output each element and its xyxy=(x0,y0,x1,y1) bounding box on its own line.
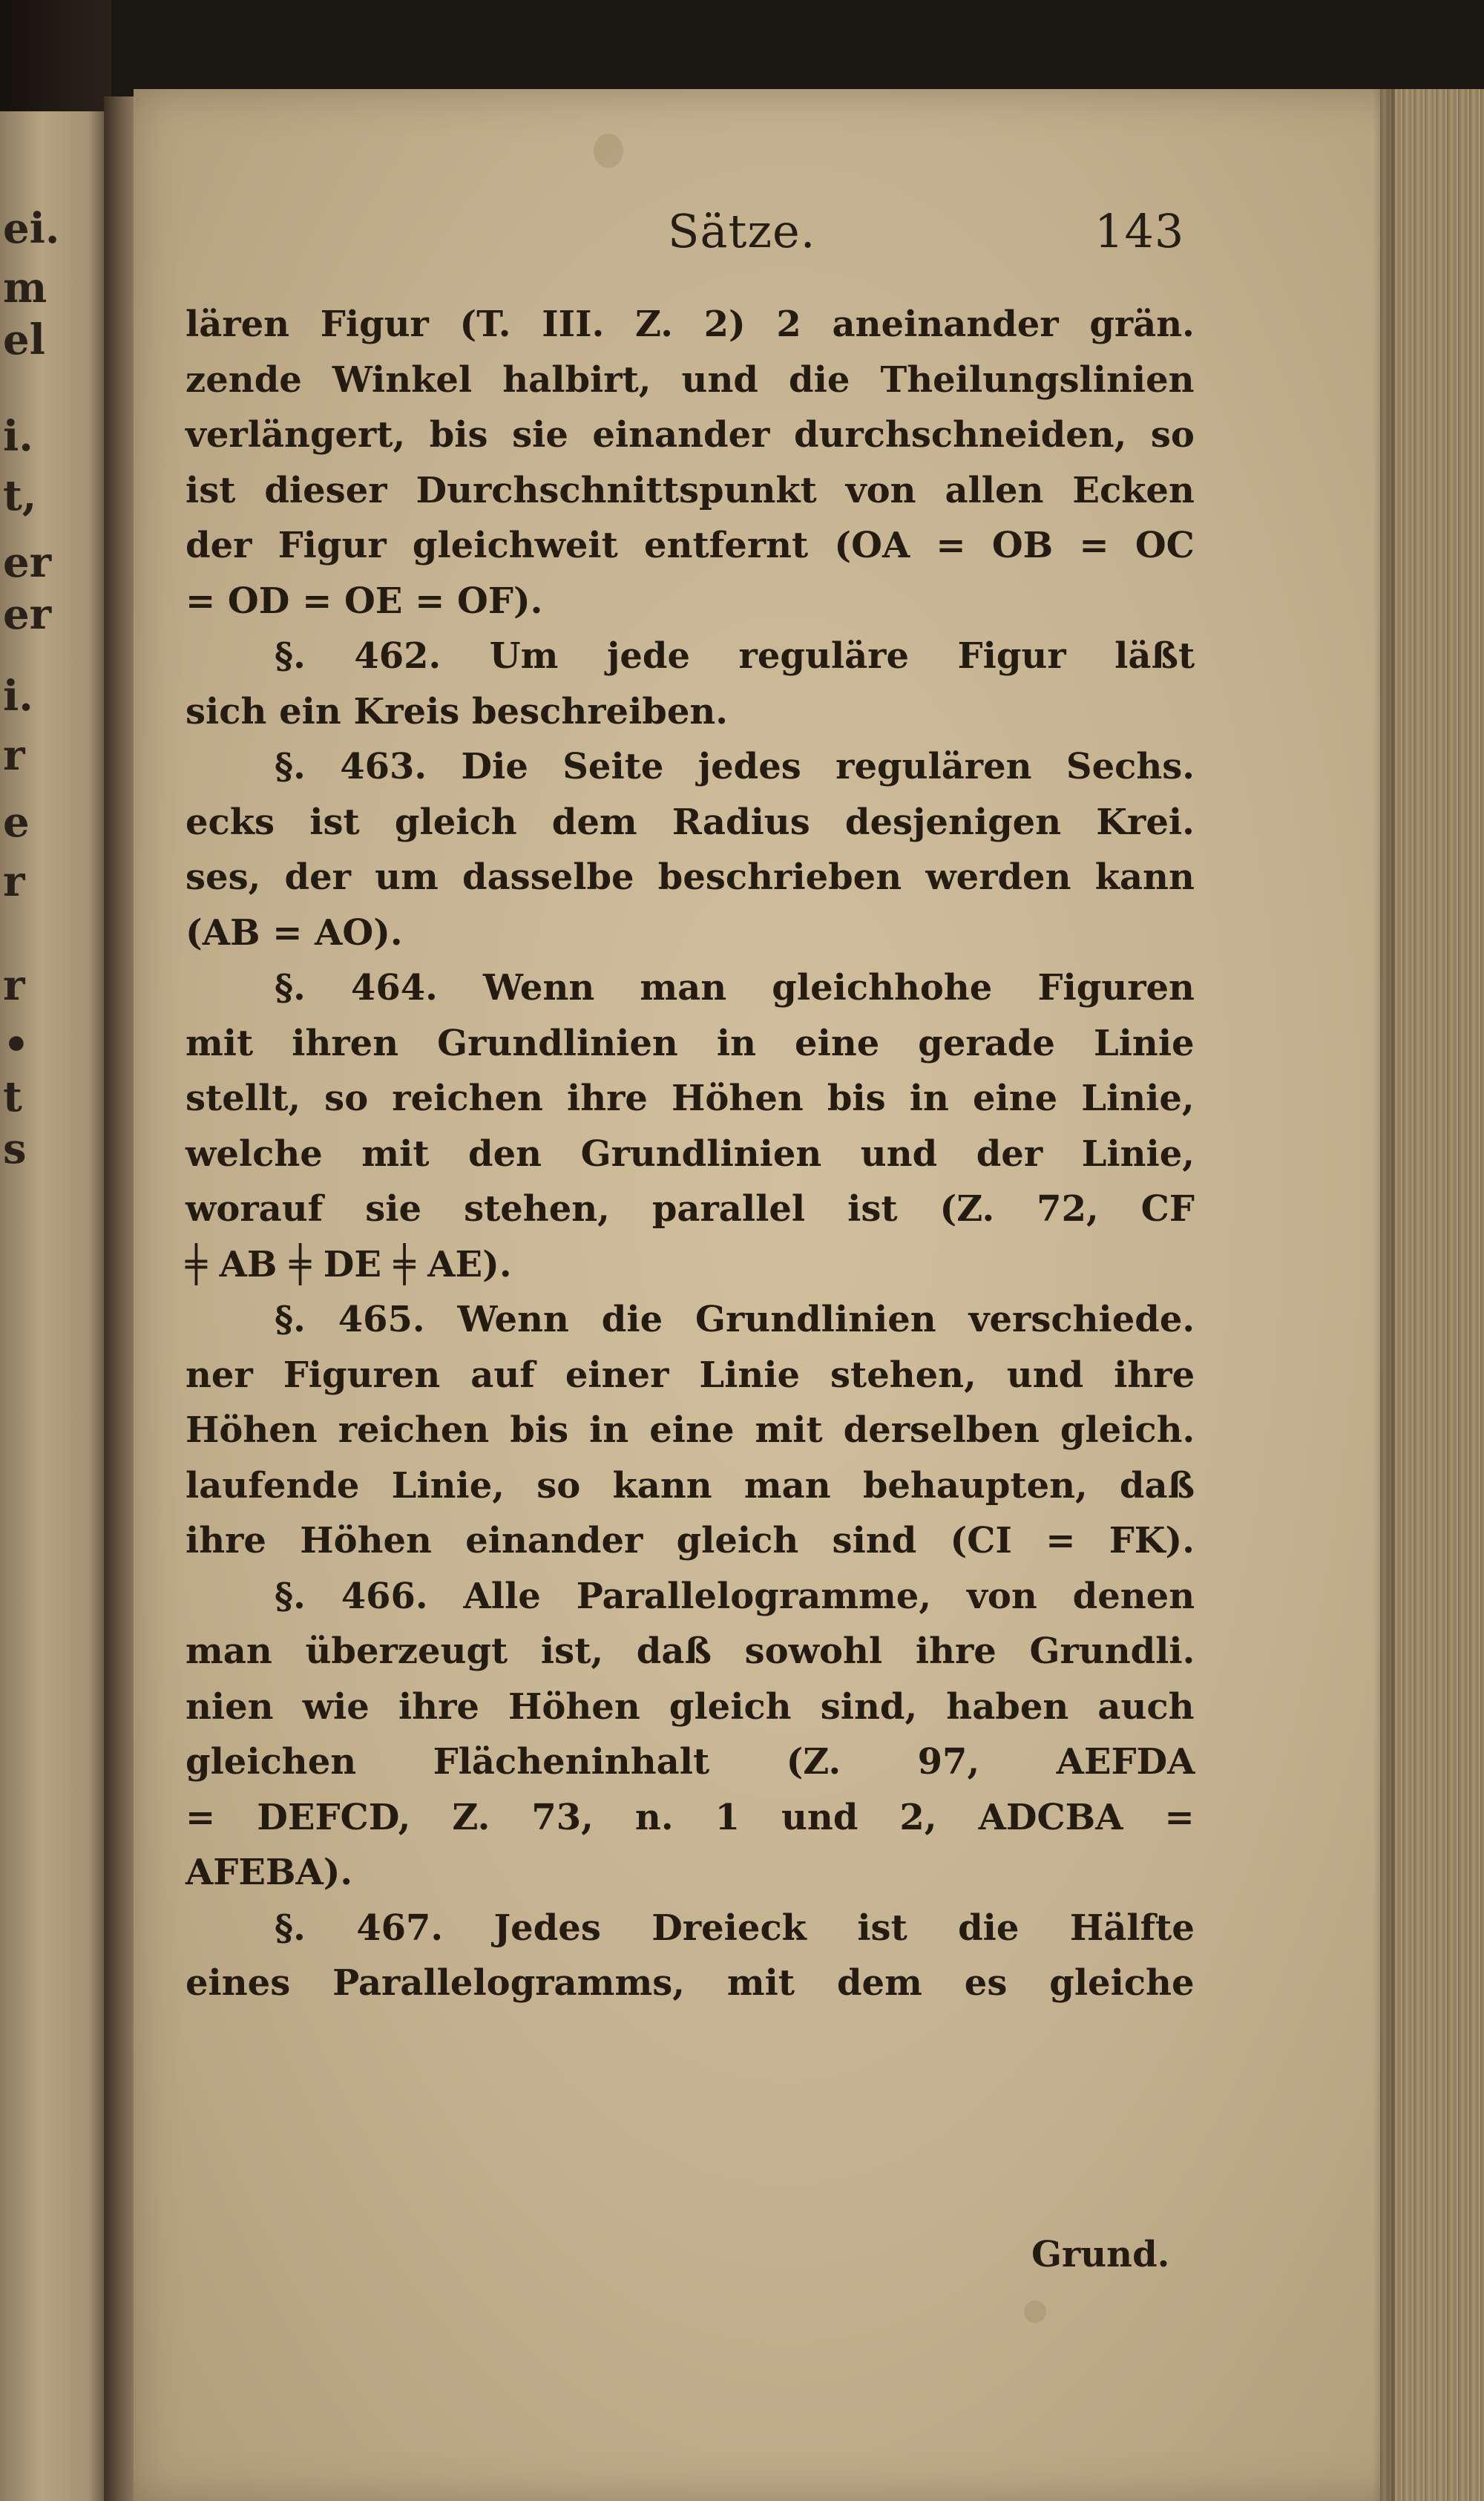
text-line: ner Figuren auf einer Linie stehen, und ihre xyxy=(186,1354,1195,1396)
text-line: laufende Linie, so kann man behaupten, daß xyxy=(186,1464,1195,1507)
text-line: ecks ist gleich dem Radius desjenigen Krei. xyxy=(186,801,1195,843)
text-line: sich ein Kreis beschreiben. xyxy=(186,690,729,732)
facing-page-fragment: • xyxy=(3,1020,30,1069)
text-line: ╪ AB ╪ DE ╪ AE). xyxy=(186,1243,512,1285)
body-text xyxy=(186,297,1195,2011)
text-line: worauf sie stehen, parallel ist (Z. 72, CF xyxy=(186,1188,1195,1230)
page-edges xyxy=(1380,89,1484,2501)
text-line: mit ihren Grundlinien in eine gerade Linie xyxy=(186,1022,1195,1064)
facing-page-fragment: m xyxy=(3,263,47,312)
paragraph-467-start: §. 467. Jedes Dreieck ist die Hälfte xyxy=(275,1907,1195,1949)
text-line: eines Parallelogramms, mit dem es gleiche xyxy=(186,1962,1195,2004)
paragraph-464-start: §. 464. Wenn man gleichhohe Figuren xyxy=(275,967,1195,1009)
paragraph-463-start: §. 463. Die Seite jedes regulären Sechs. xyxy=(275,746,1195,787)
facing-page-fragment: t xyxy=(3,1072,22,1121)
foxing-spot xyxy=(1024,2301,1046,2323)
facing-page xyxy=(0,111,104,2501)
text-line: Höhen reichen bis in eine mit derselben gleich. xyxy=(186,1409,1195,1451)
text-line: der Figur gleichweit entfernt (OA = OB = OC xyxy=(186,525,1195,566)
text-line: AFEBA). xyxy=(186,1852,353,1893)
page-number: 143 xyxy=(1094,204,1185,258)
facing-page-fragment: r xyxy=(3,857,25,906)
text-line: lären Figur (T. III. Z. 2) 2 aneinander grän. xyxy=(186,304,1195,345)
text-line: verlängert, bis sie einander durchschneiden, so xyxy=(186,414,1195,456)
facing-page-fragment: ei. xyxy=(3,204,60,253)
text-line: (AB = AO). xyxy=(186,911,403,954)
foxing-spot xyxy=(594,134,623,168)
running-head-title: Sätze. xyxy=(668,204,816,258)
facing-page-fragment: i. xyxy=(3,412,33,461)
text-line: zende Winkel halbirt, und die Theilungslinien xyxy=(186,358,1195,401)
facing-page-fragment: s xyxy=(3,1124,27,1173)
paragraph-466-start: §. 466. Alle Parallelogramme, von denen xyxy=(275,1575,1195,1617)
facing-page-fragment: er xyxy=(3,538,52,587)
text-line: nien wie ihre Höhen gleich sind, haben auch xyxy=(186,1685,1195,1728)
paragraph-465-start: §. 465. Wenn die Grundlinien verschiede. xyxy=(275,1299,1195,1340)
facing-page-fragment: i. xyxy=(3,672,33,721)
page-edge-shadow xyxy=(1373,89,1395,2501)
text-line: ses, der um dasselbe beschrieben werden kann xyxy=(186,856,1195,898)
text-line: = DEFCD, Z. 73, n. 1 und 2, ADCBA = xyxy=(186,1796,1195,1838)
text-line: man überzeugt ist, daß sowohl ihre Grundli. xyxy=(186,1630,1195,1672)
text-line: ihre Höhen einander gleich sind (CI = FK). xyxy=(186,1520,1195,1561)
catchword: Grund. xyxy=(1031,2234,1170,2275)
text-line: = OD = OE = OF). xyxy=(186,580,543,622)
facing-page-fragment: r xyxy=(3,961,25,1010)
facing-page-fragment: el xyxy=(3,315,45,364)
facing-page-fragment: t, xyxy=(3,471,37,520)
text-line: gleichen Flächeninhalt (Z. 97, AEFDA xyxy=(186,1741,1195,1783)
facing-page-fragment: er xyxy=(3,590,52,639)
text-line: welche mit den Grundlinien und der Linie, xyxy=(186,1133,1195,1175)
paragraph-462-start: §. 462. Um jede reguläre Figur läßt xyxy=(275,635,1195,677)
text-line: ist dieser Durchschnittspunkt von allen Ecken xyxy=(186,469,1195,511)
text-line: stellt, so reichen ihre Höhen bis in eine Linie, xyxy=(186,1078,1195,1119)
facing-page-fragment: r xyxy=(3,731,25,780)
facing-page-fragment: e xyxy=(3,798,30,847)
